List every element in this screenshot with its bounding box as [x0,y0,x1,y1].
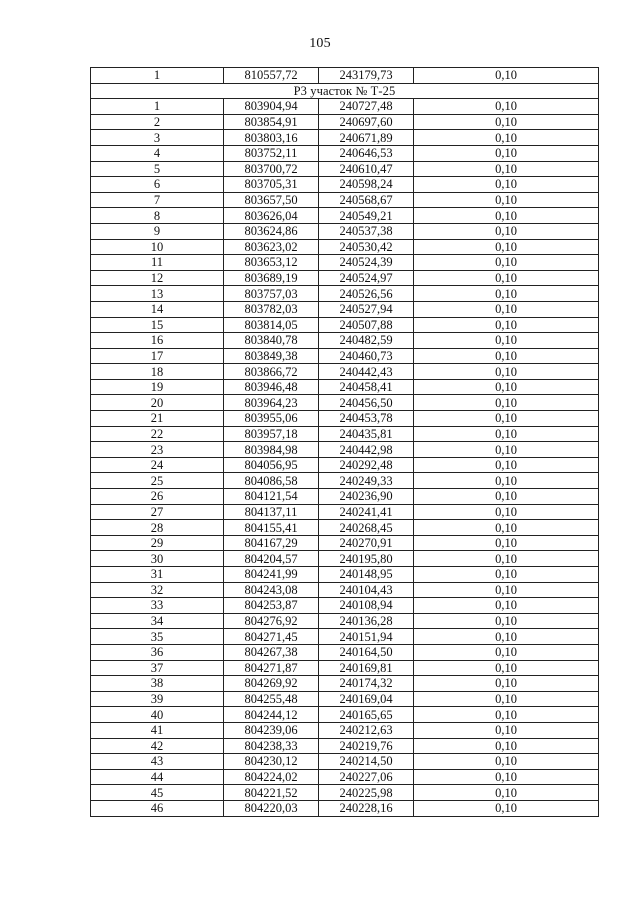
coord-y: 240165,65 [319,707,414,723]
point-number: 6 [91,177,224,193]
point-number: 39 [91,691,224,707]
accuracy-value: 0,10 [414,800,599,816]
accuracy-value: 0,10 [414,722,599,738]
accuracy-value: 0,10 [414,457,599,473]
point-number: 31 [91,567,224,583]
coord-x: 804137,11 [224,504,319,520]
accuracy-value: 0,10 [414,333,599,349]
coord-x: 803957,18 [224,426,319,442]
point-number: 11 [91,255,224,271]
point-number: 5 [91,161,224,177]
coord-y: 240169,81 [319,660,414,676]
coord-x: 803752,11 [224,145,319,161]
coord-x: 803984,98 [224,442,319,458]
coord-y: 240164,50 [319,644,414,660]
table-row [91,473,599,489]
accuracy-value: 0,10 [414,145,599,161]
table-row [91,301,599,317]
coord-y: 240270,91 [319,535,414,551]
point-number: 35 [91,629,224,645]
accuracy-value: 0,10 [414,68,599,84]
accuracy-value: 0,10 [414,192,599,208]
accuracy-value: 0,10 [414,208,599,224]
section-title-row [91,83,599,99]
coord-y: 240228,16 [319,800,414,816]
coord-x: 803700,72 [224,161,319,177]
accuracy-value: 0,10 [414,785,599,801]
point-number: 46 [91,800,224,816]
coord-y: 240195,80 [319,551,414,567]
point-number: 34 [91,613,224,629]
coord-y: 240526,56 [319,286,414,302]
accuracy-value: 0,10 [414,707,599,723]
coord-x: 804269,92 [224,676,319,692]
coord-y: 240227,06 [319,769,414,785]
coord-y: 240108,94 [319,598,414,614]
accuracy-value: 0,10 [414,660,599,676]
accuracy-value: 0,10 [414,691,599,707]
table-row [91,99,599,115]
point-number: 4 [91,145,224,161]
coord-y: 240292,48 [319,457,414,473]
coord-x: 804155,41 [224,520,319,536]
coord-y: 240527,94 [319,301,414,317]
table-row [91,520,599,536]
coord-y: 240458,41 [319,379,414,395]
accuracy-value: 0,10 [414,177,599,193]
point-number: 43 [91,754,224,770]
coord-x: 803803,16 [224,130,319,146]
coord-y: 240524,39 [319,255,414,271]
coord-x: 803946,48 [224,379,319,395]
point-number: 27 [91,504,224,520]
coord-y: 240568,67 [319,192,414,208]
coord-y: 240214,50 [319,754,414,770]
coord-x: 803964,23 [224,395,319,411]
table-row [91,785,599,801]
coord-y: 240530,42 [319,239,414,255]
coord-x: 804267,38 [224,644,319,660]
table-row [91,489,599,505]
coord-x: 804204,57 [224,551,319,567]
accuracy-value: 0,10 [414,738,599,754]
point-number: 22 [91,426,224,442]
point-number: 8 [91,208,224,224]
table-row [91,535,599,551]
accuracy-value: 0,10 [414,754,599,770]
coord-x: 804243,08 [224,582,319,598]
accuracy-value: 0,10 [414,99,599,115]
point-number: 19 [91,379,224,395]
table-row [91,567,599,583]
table-row [91,255,599,271]
coord-x: 803904,94 [224,99,319,115]
point-number: 16 [91,333,224,349]
table-row [91,691,599,707]
table-row [91,504,599,520]
table-row [91,270,599,286]
table-row [91,769,599,785]
coord-x: 803624,86 [224,223,319,239]
point-number: 40 [91,707,224,723]
table-row [91,223,599,239]
table-row [91,130,599,146]
coord-y: 240104,43 [319,582,414,598]
point-number: 37 [91,660,224,676]
coord-y: 240482,59 [319,333,414,349]
table-row [91,286,599,302]
point-number: 26 [91,489,224,505]
coord-y: 240435,81 [319,426,414,442]
table-row [91,722,599,738]
table-row-first [91,68,599,84]
table-row [91,411,599,427]
coord-y: 240442,43 [319,364,414,380]
accuracy-value: 0,10 [414,567,599,583]
accuracy-value: 0,10 [414,676,599,692]
coord-x: 803840,78 [224,333,319,349]
table-row [91,364,599,380]
table-row [91,629,599,645]
table-row [91,660,599,676]
coord-x: 804230,12 [224,754,319,770]
table-row [91,442,599,458]
accuracy-value: 0,10 [414,114,599,130]
table-row [91,317,599,333]
accuracy-value: 0,10 [414,348,599,364]
point-number: 3 [91,130,224,146]
table-row [91,754,599,770]
point-number: 29 [91,535,224,551]
point-number: 1 [91,68,224,84]
table-row [91,114,599,130]
table-row [91,800,599,816]
table-row [91,613,599,629]
accuracy-value: 0,10 [414,613,599,629]
accuracy-value: 0,10 [414,270,599,286]
point-number: 12 [91,270,224,286]
coord-x: 803757,03 [224,286,319,302]
point-number: 13 [91,286,224,302]
coord-y: 240268,45 [319,520,414,536]
accuracy-value: 0,10 [414,551,599,567]
point-number: 23 [91,442,224,458]
point-number: 32 [91,582,224,598]
accuracy-value: 0,10 [414,535,599,551]
coord-x: 803955,06 [224,411,319,427]
coord-y: 243179,73 [319,68,414,84]
accuracy-value: 0,10 [414,286,599,302]
coord-y: 240610,47 [319,161,414,177]
coord-x: 803689,19 [224,270,319,286]
accuracy-value: 0,10 [414,239,599,255]
point-number: 15 [91,317,224,333]
accuracy-value: 0,10 [414,769,599,785]
point-number: 18 [91,364,224,380]
table-row [91,738,599,754]
table-row [91,644,599,660]
coord-x: 803782,03 [224,301,319,317]
coord-y: 240671,89 [319,130,414,146]
accuracy-value: 0,10 [414,582,599,598]
coord-x: 803657,50 [224,192,319,208]
accuracy-value: 0,10 [414,301,599,317]
table-row [91,707,599,723]
accuracy-value: 0,10 [414,395,599,411]
point-number: 17 [91,348,224,364]
table-row [91,239,599,255]
coord-y: 240460,73 [319,348,414,364]
coord-x: 803849,38 [224,348,319,364]
coord-y: 240225,98 [319,785,414,801]
accuracy-value: 0,10 [414,442,599,458]
point-number: 30 [91,551,224,567]
coord-y: 240169,04 [319,691,414,707]
coord-x: 803814,05 [224,317,319,333]
accuracy-value: 0,10 [414,520,599,536]
table-row [91,457,599,473]
coordinates-table-body [91,68,599,817]
coord-y: 240219,76 [319,738,414,754]
table-row [91,379,599,395]
point-number: 14 [91,301,224,317]
coord-x: 804241,99 [224,567,319,583]
table-row [91,348,599,364]
table-row [91,676,599,692]
coord-x: 804056,95 [224,457,319,473]
point-number: 25 [91,473,224,489]
coord-x: 804167,29 [224,535,319,551]
table-row [91,551,599,567]
table-row [91,582,599,598]
table-row [91,208,599,224]
coord-y: 240524,97 [319,270,414,286]
page-number: 105 [309,36,331,51]
coord-x: 804244,12 [224,707,319,723]
coord-x: 804238,33 [224,738,319,754]
accuracy-value: 0,10 [414,364,599,380]
table-row [91,145,599,161]
coord-x: 804086,58 [224,473,319,489]
accuracy-value: 0,10 [414,130,599,146]
coord-x: 804271,87 [224,660,319,676]
coord-x: 810557,72 [224,68,319,84]
coord-x: 803705,31 [224,177,319,193]
point-number: 21 [91,411,224,427]
table-row [91,192,599,208]
table-row [91,598,599,614]
coord-y: 240549,21 [319,208,414,224]
coord-x: 803623,02 [224,239,319,255]
point-number: 42 [91,738,224,754]
coord-y: 240456,50 [319,395,414,411]
accuracy-value: 0,10 [414,504,599,520]
coord-y: 240646,53 [319,145,414,161]
point-number: 1 [91,99,224,115]
accuracy-value: 0,10 [414,473,599,489]
accuracy-value: 0,10 [414,426,599,442]
coord-y: 240236,90 [319,489,414,505]
table-row [91,395,599,411]
point-number: 44 [91,769,224,785]
coord-x: 804253,87 [224,598,319,614]
point-number: 36 [91,644,224,660]
coord-x: 804121,54 [224,489,319,505]
accuracy-value: 0,10 [414,223,599,239]
coordinates-table [90,67,599,817]
point-number: 28 [91,520,224,536]
coord-y: 240697,60 [319,114,414,130]
coord-x: 804255,48 [224,691,319,707]
coord-y: 240598,24 [319,177,414,193]
coord-x: 803653,12 [224,255,319,271]
table-row [91,426,599,442]
coord-y: 240442,98 [319,442,414,458]
coord-y: 240453,78 [319,411,414,427]
point-number: 33 [91,598,224,614]
coord-x: 804239,06 [224,722,319,738]
accuracy-value: 0,10 [414,489,599,505]
accuracy-value: 0,10 [414,598,599,614]
accuracy-value: 0,10 [414,379,599,395]
coord-x: 804220,03 [224,800,319,816]
coord-y: 240727,48 [319,99,414,115]
point-number: 38 [91,676,224,692]
coord-y: 240136,28 [319,613,414,629]
accuracy-value: 0,10 [414,644,599,660]
accuracy-value: 0,10 [414,411,599,427]
coord-x: 804221,52 [224,785,319,801]
accuracy-value: 0,10 [414,317,599,333]
accuracy-value: 0,10 [414,161,599,177]
table-row [91,177,599,193]
point-number: 9 [91,223,224,239]
point-number: 2 [91,114,224,130]
section-title: Р3 участок № Т-25 [91,83,599,99]
coord-x: 803854,91 [224,114,319,130]
coord-x: 804224,02 [224,769,319,785]
coord-x: 804276,92 [224,613,319,629]
coord-y: 240537,38 [319,223,414,239]
coord-y: 240174,32 [319,676,414,692]
coord-y: 240151,94 [319,629,414,645]
point-number: 20 [91,395,224,411]
accuracy-value: 0,10 [414,255,599,271]
coord-y: 240249,33 [319,473,414,489]
coord-x: 803626,04 [224,208,319,224]
point-number: 10 [91,239,224,255]
accuracy-value: 0,10 [414,629,599,645]
coord-y: 240212,63 [319,722,414,738]
coord-y: 240507,88 [319,317,414,333]
coord-x: 803866,72 [224,364,319,380]
coord-y: 240148,95 [319,567,414,583]
point-number: 24 [91,457,224,473]
coord-y: 240241,41 [319,504,414,520]
table-row [91,333,599,349]
coord-x: 804271,45 [224,629,319,645]
point-number: 7 [91,192,224,208]
point-number: 45 [91,785,224,801]
point-number: 41 [91,722,224,738]
table-row [91,161,599,177]
